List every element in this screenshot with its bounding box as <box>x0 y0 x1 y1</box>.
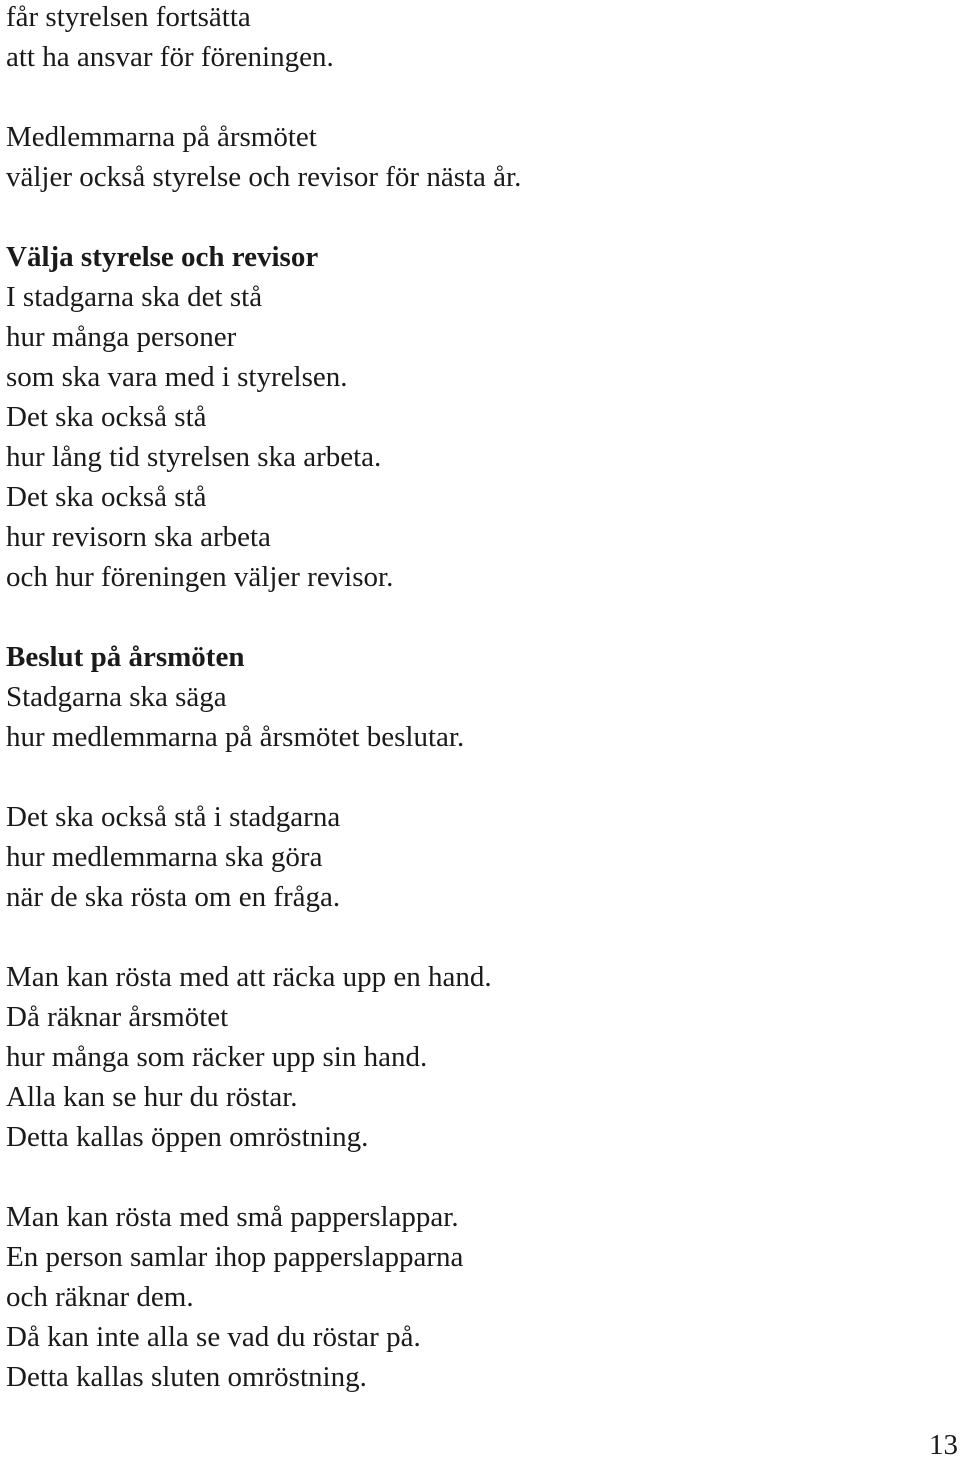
paragraph <box>6 957 906 1157</box>
text-line: Då räknar årsmötet <box>6 1001 229 1033</box>
text-line: när de ska rösta om en fråga. <box>6 881 341 913</box>
text-line: Stadgarna ska säga <box>6 681 227 713</box>
section-valja-styrelse <box>6 237 906 597</box>
text-line: hur lång tid styrelsen ska arbeta. <box>6 441 382 473</box>
section-beslut-arsmoten <box>6 637 906 757</box>
paragraph-gap <box>6 77 906 117</box>
section-heading: Beslut på årsmöten <box>6 641 245 673</box>
text-line: hur revisorn ska arbeta <box>6 521 271 553</box>
paragraph-gap <box>6 597 906 637</box>
paragraph-gap <box>6 757 906 797</box>
text-line: och räknar dem. <box>6 1281 194 1313</box>
paragraph-gap <box>6 197 906 237</box>
text-line: Detta kallas öppen omröstning. <box>6 1121 369 1153</box>
paragraph-gap <box>6 917 906 957</box>
text-line: Det ska också stå <box>6 481 207 513</box>
text-line: att ha ansvar för föreningen. <box>6 41 334 73</box>
paragraph-gap <box>6 1157 906 1197</box>
text-line: får styrelsen fortsätta <box>6 1 251 33</box>
body-text <box>6 0 906 1397</box>
section-heading: Välja styrelse och revisor <box>6 241 319 273</box>
text-line: hur många som räcker upp sin hand. <box>6 1041 428 1073</box>
text-line: väljer också styrelse och revisor för nästa år. <box>6 161 522 193</box>
text-line: Man kan rösta med att räcka upp en hand. <box>6 961 492 993</box>
text-line: Medlemmarna på årsmötet <box>6 121 317 153</box>
text-line: hur många personer <box>6 321 237 353</box>
text-line: och hur föreningen väljer revisor. <box>6 561 394 593</box>
text-line: Det ska också stå i stadgarna <box>6 801 341 833</box>
text-line: Detta kallas sluten omröstning. <box>6 1361 367 1393</box>
text-line: Det ska också stå <box>6 401 207 433</box>
text-line: Då kan inte alla se vad du röstar på. <box>6 1321 421 1353</box>
page-number: 13 <box>929 1429 958 1461</box>
paragraph <box>6 797 906 917</box>
text-line: Man kan rösta med små papperslappar. <box>6 1201 459 1233</box>
paragraph <box>6 117 906 197</box>
text-line: En person samlar ihop papperslapparna <box>6 1241 464 1273</box>
text-line: hur medlemmarna på årsmötet beslutar. <box>6 721 465 753</box>
text-line: som ska vara med i styrelsen. <box>6 361 348 393</box>
text-line: Alla kan se hur du röstar. <box>6 1081 298 1113</box>
paragraph <box>6 0 906 77</box>
paragraph <box>6 1197 906 1397</box>
text-line: I stadgarna ska det stå <box>6 281 263 313</box>
text-line: hur medlemmarna ska göra <box>6 841 323 873</box>
